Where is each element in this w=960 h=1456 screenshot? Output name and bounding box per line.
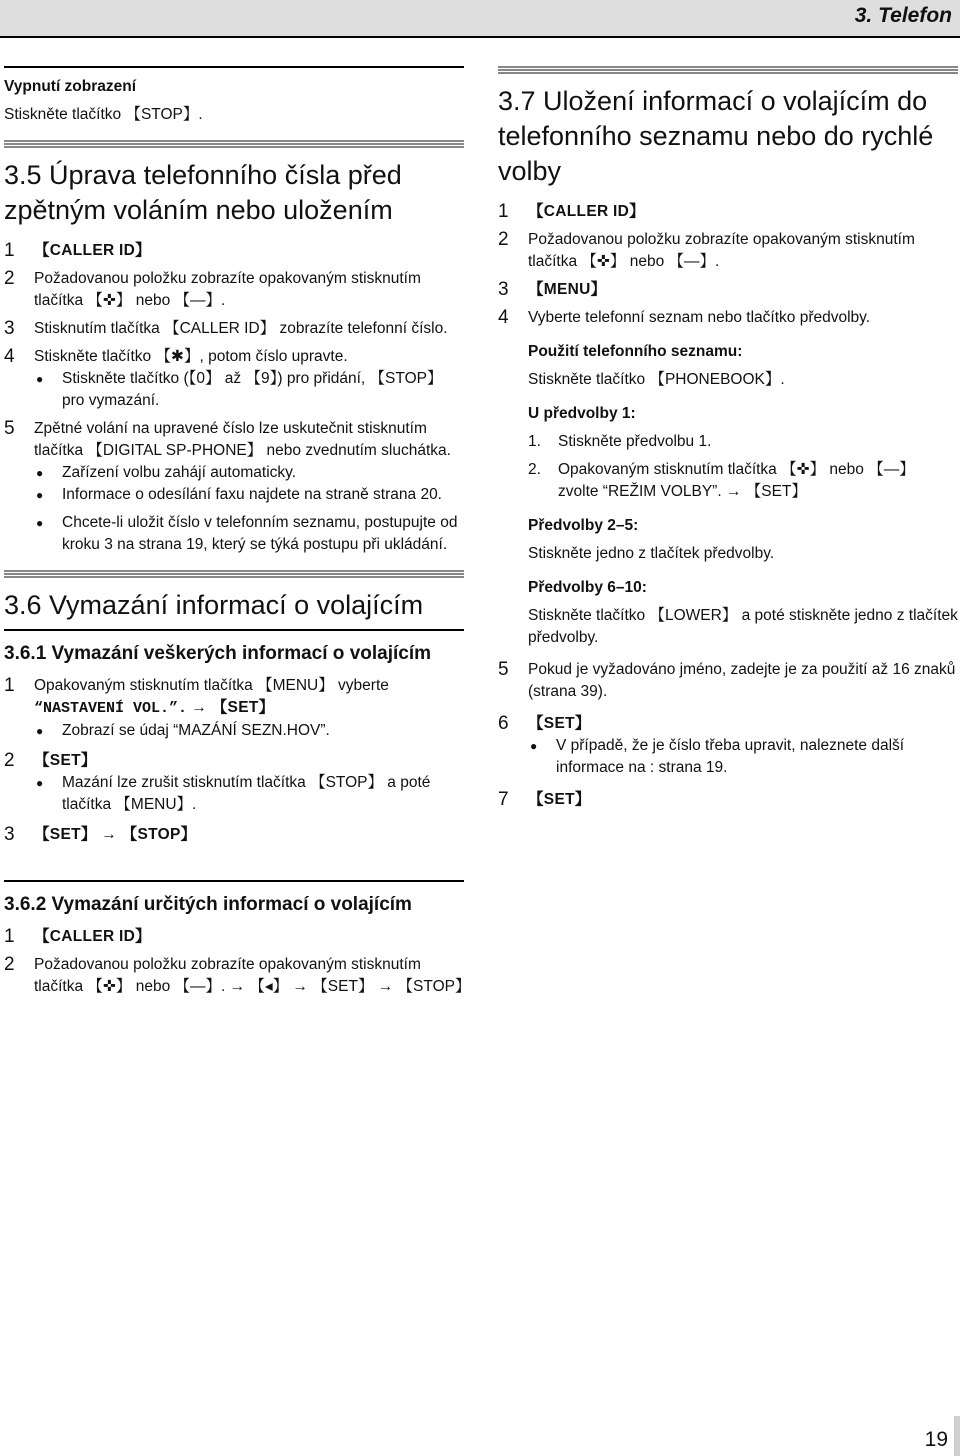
subsection-heading-3-6-2: 3.6.2 Vymazání určitých informací o volajícím — [4, 894, 412, 915]
divider — [4, 66, 464, 68]
bullet-text: V případě, že je číslo třeba upravit, naleznete další informace na : strana 19. — [556, 737, 905, 776]
bullet-icon: ● — [36, 488, 44, 502]
bullet-icon: ● — [36, 466, 44, 480]
step-text: Stisknutím tlačítka 【CALLER ID】 zobrazíte telefonní číslo. — [34, 320, 448, 337]
bullet-item — [34, 772, 464, 816]
step-text: Stiskněte tlačítko 【✱】, potom číslo upravte. — [34, 348, 348, 365]
bullet-text: Zobrazí se údaj “MAZÁNÍ SEZN.HOV”. — [62, 722, 330, 739]
page-edge-bar — [954, 1416, 960, 1456]
bullet-item — [528, 735, 958, 779]
bullet-item — [34, 462, 464, 484]
bullet-item — [34, 368, 464, 412]
speed610-text: Stiskněte tlačítko 【LOWER】 a poté stiskněte jedno z tlačítek předvolby. — [528, 607, 958, 646]
step-3: 3 【MENU】 — [498, 279, 607, 300]
step-4 — [4, 346, 464, 412]
bullet-text: Mazání lze zrušit stisknutím tlačítka 【STOP】 a poté tlačítka 【MENU】. — [62, 774, 431, 813]
chapter-title: 3. Telefon — [854, 4, 952, 27]
bullet-icon: ● — [36, 724, 44, 738]
step-number: 1 — [4, 240, 15, 261]
divider — [4, 880, 464, 882]
step-text: 【CALLER ID】 — [34, 242, 151, 259]
step-text: Vyberte telefonní seznam nebo tlačítko předvolby. — [528, 309, 871, 326]
sub-step-text: Stiskněte předvolbu 1. — [558, 433, 712, 450]
bullet-text: Stiskněte tlačítko (【0】 až 【9】) pro přidání, 【STOP】 pro vymazání. — [62, 370, 443, 409]
step-text: Zpětné volání na upravené číslo lze uskutečnit stisknutím tlačítka 【DIGITAL SP-PHONE】 nebo zvednutím sluchátka. — [34, 420, 451, 459]
divider — [4, 629, 464, 631]
step-number: 5 — [4, 418, 15, 439]
step-6: 6 【SET】 ● V případě, že je číslo třeba upravit, naleznete další informace na : strana 19. — [498, 713, 958, 779]
bullet-text: Chcete-li uložit číslo v telefonním seznamu, postupujte od kroku 3 na strana 19, který se týká postupu při ukládání. — [62, 514, 458, 553]
section-rule — [498, 66, 958, 74]
step-action: → 【SET】 — [191, 699, 275, 716]
speed610-label: Předvolby 6–10: — [528, 579, 647, 596]
bullet-item — [34, 512, 464, 556]
step-text: 【SET】 — [528, 791, 591, 808]
step-text: Opakovaným stisknutím tlačítka 【MENU】 vyberte — [34, 677, 389, 694]
step-text: 【SET】 → 【STOP】 — [34, 826, 197, 843]
step-text: Pokud je vyžadováno jméno, zadejte je za použití až 16 znaků (strana 39). — [528, 661, 956, 700]
section-heading-3-6: 3.6 Vymazání informací o volajícím — [4, 590, 424, 620]
step-2 — [4, 268, 464, 312]
bullet-icon: ● — [36, 516, 44, 530]
step-2: 2 【SET】 ● Mazání lze zrušit stisknutím tlačítka 【STOP】 a poté tlačítka 【MENU】. — [4, 750, 464, 816]
menu-option: “NASTAVENÍ VOL.”. — [34, 700, 188, 717]
page-number: 19 — [924, 1428, 948, 1451]
step-4: 4 Vyberte telefonní seznam nebo tlačítko předvolby. Použití telefonního seznamu: Stiskněte tlačítko 【PHONEBOOK】. U předvolby 1: 1. Stiskněte předvolbu 1. 2. Opakovaným stisknutím tlačítka 【✜】 nebo 【—】 zvolte “REŽIM VOLBY”. → 【SET】 Předvolby 2–5: Stiskněte jedno z tlačítek předvolby. Předvolby 6–10: Stiskněte tlačítko 【LOWER】 a poté stiskněte jedno z tlačítek předvolby. — [498, 307, 958, 649]
step-3: 3 【SET】 → 【STOP】 — [4, 824, 197, 845]
step-2: 2 Požadovanou položku zobrazíte opakovaným stisknutím tlačítka 【✜】 nebo 【—】. — [498, 229, 915, 270]
display-off-title: Vypnutí zobrazení — [4, 78, 137, 95]
step-2: 2 Požadovanou položku zobrazíte opakovaným stisknutím tlačítka 【✜】 nebo 【—】. → 【◂】 → 【SET】 → 【STOP】 — [4, 954, 471, 995]
step-text: 【SET】 — [528, 715, 591, 732]
sub-step-1: 1. Stiskněte předvolbu 1. — [528, 433, 712, 450]
step-1: 1 Opakovaným stisknutím tlačítka 【MENU】 vyberte “NASTAVENÍ VOL.”. → 【SET】 ● Zobrazí se údaj “MAZÁNÍ SEZN.HOV”. — [4, 675, 464, 742]
section-rule — [4, 140, 464, 148]
speed1-label: U předvolby 1: — [528, 405, 636, 422]
step-text: Požadovanou položku zobrazíte opakovaným stisknutím tlačítka 【✜】 nebo 【—】. → 【◂】 → 【SET】 → 【STOP】 — [34, 956, 471, 995]
step-text: Požadovanou položku zobrazíte opakovaným stisknutím tlačítka 【✜】 nebo 【—】. — [34, 270, 421, 309]
bullet-text: Zařízení volbu zahájí automaticky. — [62, 464, 297, 481]
step-number: 2 — [4, 268, 15, 289]
step-7: 7 【SET】 — [498, 789, 591, 810]
step-1: 1 【CALLER ID】 — [4, 926, 151, 947]
display-off-text: Stiskněte tlačítko 【STOP】. — [4, 106, 203, 123]
section-rule — [4, 570, 464, 578]
bullet-icon: ● — [36, 372, 44, 386]
right-column — [498, 66, 958, 817]
step-number: 4 — [4, 346, 15, 367]
bullet-text: Informace o odesílání faxu najdete na straně strana 20. — [62, 486, 442, 503]
phonebook-text: Stiskněte tlačítko 【PHONEBOOK】. — [528, 371, 785, 388]
bottom-block — [4, 880, 471, 1004]
section-heading-3-7: 3.7 Uložení informací o volajícím do telefonního seznamu nebo do rychlé volby — [498, 86, 934, 186]
step-1: 1 【CALLER ID】 — [498, 201, 645, 222]
bullet-icon: ● — [530, 739, 538, 753]
step-text: 【MENU】 — [528, 281, 607, 298]
step-text: 【SET】 — [34, 752, 97, 769]
subsection-heading-3-6-1: 3.6.1 Vymazání veškerých informací o volajícím — [4, 643, 432, 664]
step-text: 【CALLER ID】 — [528, 203, 645, 220]
speed25-text: Stiskněte jedno z tlačítek předvolby. — [528, 545, 775, 562]
bullet-item — [34, 720, 464, 742]
step-3 — [4, 318, 464, 340]
section-heading-3-5: 3.5 Úprava telefonního čísla před zpětným voláním nebo uložením — [4, 160, 402, 225]
speed25-label: Předvolby 2–5: — [528, 517, 639, 534]
step-text: Požadovanou položku zobrazíte opakovaným stisknutím tlačítka 【✜】 nebo 【—】. — [528, 231, 915, 270]
sub-step-text: Opakovaným stisknutím tlačítka 【✜】 nebo 【—】 zvolte “REŽIM VOLBY”. → 【SET】 — [558, 461, 915, 500]
sub-step-2: 2. Opakovaným stisknutím tlačítka 【✜】 nebo 【—】 zvolte “REŽIM VOLBY”. → 【SET】 — [528, 461, 915, 500]
step-1 — [4, 240, 464, 262]
step-5: 5 Pokud je vyžadováno jméno, zadejte je za použití až 16 znaků (strana 39). — [498, 659, 956, 700]
left-column — [4, 66, 464, 852]
step-5 — [4, 418, 464, 556]
step-number: 3 — [4, 318, 15, 339]
bullet-icon: ● — [36, 776, 44, 790]
header-bar — [0, 0, 960, 36]
phonebook-label: Použití telefonního seznamu: — [528, 343, 743, 360]
bullet-item — [34, 484, 464, 506]
step-text: 【CALLER ID】 — [34, 928, 151, 945]
header-rule — [0, 36, 960, 38]
